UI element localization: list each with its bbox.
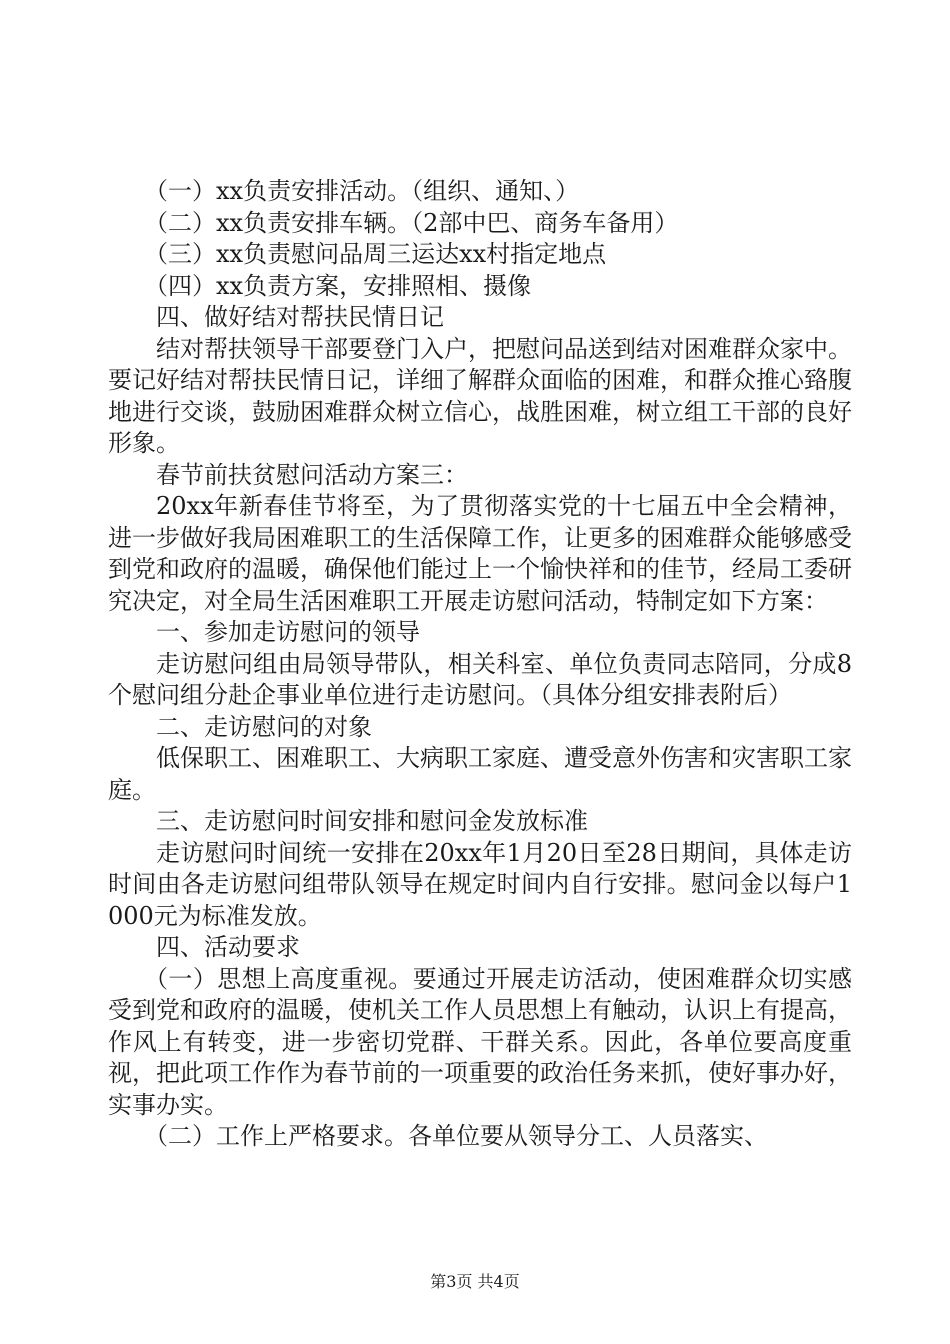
paragraph: 二、走访慰问的对象 xyxy=(156,712,372,741)
list-item: （三）xx负责慰问品周三运达xx村指定地点 xyxy=(144,240,607,268)
list-item: （二）工作上严格要求。各单位要从领导分工、人员落实、 xyxy=(144,1122,768,1150)
paragraph: 低保职工、困难职工、大病职工家庭、遭受意外伤害和灾害职工家庭。 xyxy=(108,744,852,804)
paragraph: 春节前扶贫慰问活动方案三： xyxy=(156,460,468,489)
paragraph: 三、走访慰问时间安排和慰问金发放标准 xyxy=(156,807,588,835)
list-item: （二）xx负责安排车辆。（2部中巴、商务车备用） xyxy=(144,208,679,237)
page-footer: 第3页 共4页 xyxy=(430,1272,520,1291)
list-item: （一）思想上高度重视。要通过开展走访活动，使困难群众切实感受到党和政府的温暖，使机关工作人员思想上有触动，认识上有提高，作风上有转变，进一步密切党群、干群关系。因此，各单位要高度重视，把此项工作作为春节前的一项重要的政治任务来抓，使好事办好，实事办实。 xyxy=(108,964,852,1119)
document-body xyxy=(108,176,852,1153)
paragraph: 走访慰问时间统一安排在20xx年1月20日至28日期间，具体走访时间由各走访慰问组带队领导在规定时间内自行安排。慰问金以每户1000元为标准发放。 xyxy=(108,838,852,930)
paragraph: 一、参加走访慰问的领导 xyxy=(156,618,420,646)
paragraph: 结对帮扶领导干部要登门入户，把慰问品送到结对困难群众家中。要记好结对帮扶民情日记，详细了解群众面临的困难，和群众推心臵腹地进行交谈，鼓励困难群众树立信心，战胜困难，树立组工干部的良好形象。 xyxy=(108,334,852,457)
paragraph: 20xx年新春佳节将至，为了贯彻落实党的十七届五中全会精神，进一步做好我局困难职工的生活保障工作，让更多的困难群众能够感受到党和政府的温暖，确保他们能过上一个愉快祥和的佳节，经局工委研究决定，对全局生活困难职工开展走访慰问活动，特制定如下方案： xyxy=(108,492,852,615)
paragraph: 走访慰问组由局领导带队，相关科室、单位负责同志陪同，分成8个慰问组分赴企事业单位进行走访慰问。（具体分组安排表附后） xyxy=(108,649,852,709)
paragraph: 四、活动要求 xyxy=(156,933,300,961)
list-item: （四）xx负责方案，安排照相、摄像 xyxy=(144,271,532,300)
list-item: （一）xx负责安排活动。（组织、通知、） xyxy=(144,177,580,205)
paragraph: 四、做好结对帮扶民情日记 xyxy=(156,303,444,331)
